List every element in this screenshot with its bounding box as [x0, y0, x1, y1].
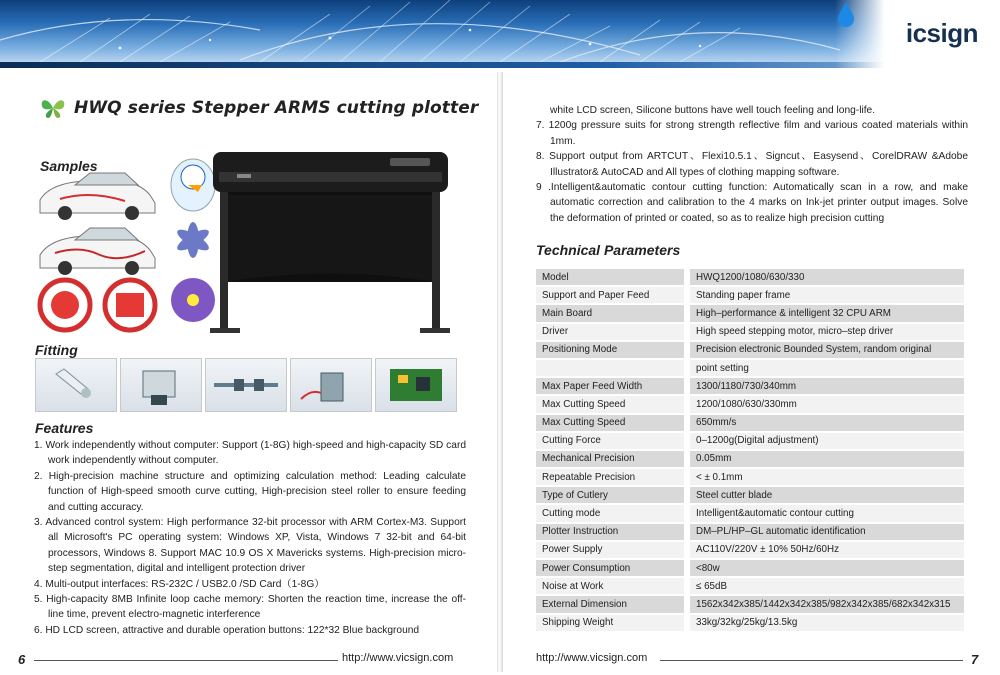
table-row	[536, 360, 964, 376]
plotter-image	[205, 150, 450, 340]
param-name: External Dimension	[536, 596, 684, 612]
param-value: 0–1200g(Digital adjustment)	[690, 433, 964, 449]
table-row	[536, 433, 964, 449]
param-value: <80w	[690, 560, 964, 576]
table-row	[536, 560, 964, 576]
feature-item: 1. Work independently without computer: Support (1-8G) high-speed and high-capacity SD card work independently without computer.	[34, 440, 466, 467]
param-value: 1300/1180/730/340mm	[690, 378, 964, 394]
fitting-image-pinch-roller	[120, 358, 202, 412]
table-row	[536, 524, 964, 540]
table-row	[536, 342, 964, 358]
fitting-image-shaft	[205, 358, 287, 412]
table-row	[536, 615, 964, 631]
param-name: Cutting Force	[536, 433, 684, 449]
waterdrop-icon	[835, 0, 857, 28]
param-name: Repeatable Precision	[536, 469, 684, 485]
param-name: Shipping Weight	[536, 615, 684, 631]
param-value: 650mm/s	[690, 415, 964, 431]
table-row	[536, 578, 964, 594]
butterfly-icon	[40, 97, 66, 119]
feature-continuation: white LCD screen, Silicone buttons have well touch feeling and long-life.	[550, 105, 876, 116]
param-name: Support and Paper Feed	[536, 287, 684, 303]
table-row	[536, 287, 964, 303]
param-value: Standing paper frame	[690, 287, 964, 303]
param-name: Max Cutting Speed	[536, 415, 684, 431]
fitting-heading: Fitting	[35, 342, 78, 358]
fitting-image-motor	[290, 358, 372, 412]
brand-logo: icsign	[905, 18, 978, 48]
feature-item: 9 .Intelligent&automatic contour cutting function: Automatically scan in a row, and make automatic correction and calibration to the 4 marks on Ink-jet printer output images. Solve the deformation of printed or coated, so as to realize high precision cutting	[536, 182, 968, 224]
param-value: < ± 0.1mm	[690, 469, 964, 485]
param-value: Precision electronic Bounded System, random original	[690, 342, 964, 358]
param-name: Plotter Instruction	[536, 524, 684, 540]
param-name: Max Cutting Speed	[536, 396, 684, 412]
table-row	[536, 324, 964, 340]
param-value: High–performance & intelligent 32 CPU ARM	[690, 305, 964, 321]
feature-item: 4. Multi-output interfaces: RS-232C / USB2.0 /SD Card（1-8G）	[34, 578, 325, 590]
feature-item: 2. High-precision machine structure and optimizing calculation method: Leading calculate function of High-speed smooth curve cutting, High-precision steel roller to ensure feeding and cutting accuracy.	[34, 470, 466, 513]
features-continued	[536, 103, 968, 226]
param-value: HWQ1200/1080/630/330	[690, 269, 964, 285]
table-row	[536, 378, 964, 394]
param-name	[536, 360, 684, 376]
footer-rule-left	[34, 660, 338, 661]
table-row	[536, 451, 964, 467]
feature-item: 5. High-capacity 8MB Infinite loop cache memory: Shorten the reaction time, increase the off-line time, prevent electro-magnetic interference	[34, 594, 466, 621]
param-name: Power Consumption	[536, 560, 684, 576]
table-row	[536, 305, 964, 321]
fitting-image-blade-holder	[35, 358, 117, 412]
param-value: 1562x342x385/1442x342x385/982x342x385/682x342x315	[690, 596, 964, 612]
table-row	[536, 487, 964, 503]
feature-item: 3. Advanced control system: High performance 32-bit processor with ARM Cortex-M3. Support all Microsoft's PC operating system: Windows XP, Vista, Windows 7 32-bit and 64-bit processors, Windows 8. Support MAC 10.9 OS X Mavericks systems. High-precision micro-step segmentation, digital and intelligent protection driver	[34, 517, 466, 575]
param-value: AC110V/220V ± 10% 50Hz/60Hz	[690, 542, 964, 558]
table-row	[536, 396, 964, 412]
param-name: Cutting mode	[536, 505, 684, 521]
param-name: Main Board	[536, 305, 684, 321]
page-number-right: 7	[971, 652, 979, 667]
feature-item: 7. 1200g pressure suits for strong strength reflective film and various coated materials within 1mm.	[536, 120, 968, 147]
param-value: Steel cutter blade	[690, 487, 964, 503]
title-row	[40, 97, 478, 119]
table-row	[536, 542, 964, 558]
fitting-image-circuit-board	[375, 358, 457, 412]
table-row	[536, 505, 964, 521]
param-value: DM–PL/HP–GL automatic identification	[690, 524, 964, 540]
table-row	[536, 269, 964, 285]
param-value: 1200/1080/630/330mm	[690, 396, 964, 412]
tech-params-heading: Technical Parameters	[536, 242, 681, 258]
param-name: Driver	[536, 324, 684, 340]
param-name: Type of Cutlery	[536, 487, 684, 503]
footer-url-left: http://www.vicsign.com	[342, 652, 454, 664]
tech-params-table	[536, 267, 964, 633]
table-row	[536, 469, 964, 485]
features-heading: Features	[35, 420, 94, 436]
samples-image	[30, 155, 220, 340]
car-sample-1	[40, 173, 155, 220]
param-value: ≤ 65dB	[690, 578, 964, 594]
footer-url-right: http://www.vicsign.com	[536, 652, 648, 664]
param-value: 33kg/32kg/25kg/13.5kg	[690, 615, 964, 631]
table-row	[536, 596, 964, 612]
param-name: Power Supply	[536, 542, 684, 558]
feature-item: 8. Support output from ARTCUT、Flexi10.5.1、Signcut、Easysend、CorelDRAW &Adobe Illustrator& AutoCAD and All types of clothing mapping software.	[536, 151, 968, 178]
param-name: Model	[536, 269, 684, 285]
logo-area	[835, 0, 1000, 68]
param-name: Positioning Mode	[536, 342, 684, 358]
param-value: High speed stepping motor, micro–step driver	[690, 324, 964, 340]
header-banner	[0, 0, 1000, 68]
footer-rule-right	[660, 660, 963, 661]
car-sample-2	[40, 228, 155, 275]
samples-heading: Samples	[40, 158, 98, 174]
param-name: Mechanical Precision	[536, 451, 684, 467]
param-value: point setting	[690, 360, 964, 376]
feature-item: 6. HD LCD screen, attractive and durable operation buttons: 122*32 Blue background	[34, 624, 420, 636]
param-value: 0.05mm	[690, 451, 964, 467]
page-number-left: 6	[18, 652, 26, 667]
param-value: Intelligent&automatic contour cutting	[690, 505, 964, 521]
page-gutter	[497, 72, 503, 672]
param-name: Max Paper Feed Width	[536, 378, 684, 394]
fitting-images	[35, 358, 457, 412]
features-list	[34, 438, 466, 638]
param-name: Noise at Work	[536, 578, 684, 594]
page-title: HWQ series Stepper ARMS cutting plotter	[74, 98, 479, 118]
table-row	[536, 415, 964, 431]
